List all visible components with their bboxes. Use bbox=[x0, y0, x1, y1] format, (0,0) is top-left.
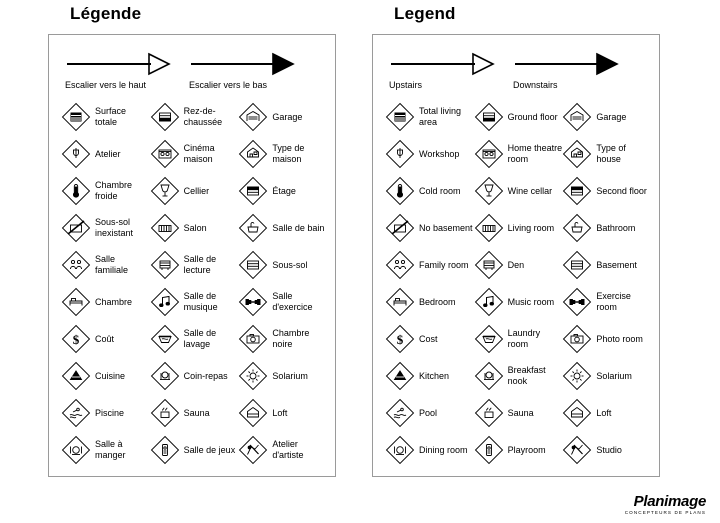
legend-item-label: Chambre noire bbox=[272, 328, 310, 349]
legend-item-label: Bathroom bbox=[596, 222, 636, 233]
legend-item-label: Salon bbox=[183, 222, 207, 233]
legend-item-label: No basement bbox=[419, 222, 473, 233]
legend-item bbox=[150, 246, 239, 283]
legend-item bbox=[385, 209, 474, 246]
exercise-room-icon bbox=[238, 287, 268, 317]
solarium-icon bbox=[562, 361, 592, 391]
legend-item bbox=[61, 209, 150, 246]
legend-item-label: Sous-sol bbox=[272, 259, 308, 270]
pool-icon bbox=[61, 398, 91, 428]
second-floor-icon bbox=[562, 176, 592, 206]
legend-item bbox=[61, 394, 150, 431]
studio-icon bbox=[238, 435, 268, 465]
legend-item-label: Coin-repas bbox=[183, 370, 228, 381]
arrow-up-outline-icon bbox=[389, 51, 513, 77]
pool-icon bbox=[385, 398, 415, 428]
legend-item bbox=[150, 283, 239, 320]
living-room-icon bbox=[150, 213, 180, 243]
legend-item-label: Solarium bbox=[272, 370, 308, 381]
bathroom-icon bbox=[238, 213, 268, 243]
workshop-icon bbox=[385, 139, 415, 169]
kitchen-icon bbox=[61, 361, 91, 391]
breakfast-nook-icon bbox=[150, 361, 180, 391]
dining-room-icon bbox=[385, 435, 415, 465]
legend-item-label: Family room bbox=[419, 259, 469, 270]
legend-item-label: Kitchen bbox=[419, 370, 450, 381]
legend-item bbox=[474, 246, 563, 283]
legend-item bbox=[238, 172, 327, 209]
legend-item bbox=[474, 394, 563, 431]
legend-item-label: Rez-de-chaussée bbox=[183, 106, 223, 127]
legend-item-label: Surface totale bbox=[95, 106, 127, 127]
legend-item-label: Wine cellar bbox=[507, 185, 553, 196]
legend-item-label: Cellier bbox=[183, 185, 210, 196]
bathroom-icon bbox=[562, 213, 592, 243]
legend-item bbox=[562, 320, 651, 357]
legend-item bbox=[238, 394, 327, 431]
second-floor-icon bbox=[238, 176, 268, 206]
legend-item-label: Total living area bbox=[419, 106, 462, 127]
legend-item bbox=[385, 135, 474, 172]
logo-name: Planimage bbox=[633, 493, 706, 510]
legend-item bbox=[474, 98, 563, 135]
legend-item bbox=[150, 394, 239, 431]
legend-item-label: Dining room bbox=[419, 444, 468, 455]
laundry-room-icon bbox=[150, 324, 180, 354]
legend-item-label: Salle de bain bbox=[272, 222, 325, 233]
legend-item bbox=[61, 320, 150, 357]
legend-item-label: Sauna bbox=[507, 407, 534, 418]
solarium-icon bbox=[238, 361, 268, 391]
exercise-room-icon bbox=[562, 287, 592, 317]
legend-item bbox=[61, 246, 150, 283]
legend-item-label: Salle de lavage bbox=[183, 328, 217, 349]
arrow-down-filled-icon bbox=[513, 51, 637, 77]
legend-item bbox=[61, 172, 150, 209]
legend-item-label: Salle familiale bbox=[95, 254, 129, 275]
legend-item-label: Coût bbox=[95, 333, 115, 344]
legend-item-label: Playroom bbox=[507, 444, 546, 455]
bedroom-icon bbox=[61, 287, 91, 317]
stair-up-english bbox=[389, 51, 513, 90]
legend-grid-english bbox=[373, 98, 659, 468]
legend-item-label: Cold room bbox=[419, 185, 461, 196]
stairs-header-french bbox=[49, 35, 335, 90]
legend-item bbox=[150, 172, 239, 209]
planimage-logo bbox=[625, 494, 706, 515]
legend-item bbox=[562, 246, 651, 283]
legend-item bbox=[562, 98, 651, 135]
legend-item-label: Studio bbox=[596, 444, 622, 455]
legend-item bbox=[61, 357, 150, 394]
legend-item bbox=[150, 431, 239, 468]
legend-item bbox=[61, 135, 150, 172]
legend-item-label: Den bbox=[507, 259, 525, 270]
legend-item bbox=[150, 320, 239, 357]
stair-down-french bbox=[189, 51, 313, 90]
playroom-icon bbox=[150, 435, 180, 465]
legend-item bbox=[385, 431, 474, 468]
legend-item bbox=[238, 357, 327, 394]
legend-item bbox=[150, 135, 239, 172]
legend-item-label: Atelier bbox=[95, 148, 121, 159]
studio-icon bbox=[562, 435, 592, 465]
ground-floor-icon bbox=[150, 102, 180, 132]
legend-item bbox=[562, 283, 651, 320]
legend-item-label: Solarium bbox=[596, 370, 632, 381]
garage-icon bbox=[562, 102, 592, 132]
sauna-icon bbox=[474, 398, 504, 428]
legend-item bbox=[61, 283, 150, 320]
stair-up-label-french: Escalier vers le haut bbox=[65, 80, 147, 90]
legend-item bbox=[562, 172, 651, 209]
legend-item-label: Garage bbox=[272, 111, 303, 122]
legend-item-label: Sous-sol inexistant bbox=[95, 217, 134, 238]
type-of-house-icon bbox=[562, 139, 592, 169]
legend-item bbox=[238, 431, 327, 468]
legend-item bbox=[238, 98, 327, 135]
legend-item-label: Salle de jeux bbox=[183, 444, 236, 455]
stair-up-label-english: Upstairs bbox=[389, 80, 423, 90]
legend-item-label: Type of house bbox=[596, 143, 626, 164]
legend-item-label: Atelier d'artiste bbox=[272, 439, 304, 460]
legend-item bbox=[238, 283, 327, 320]
legend-item bbox=[385, 320, 474, 357]
legend-item-label: Second floor bbox=[596, 185, 647, 196]
dining-room-icon bbox=[61, 435, 91, 465]
legend-item-label: Living room bbox=[507, 222, 555, 233]
page-title-french: Légende bbox=[70, 4, 142, 23]
family-room-icon bbox=[385, 250, 415, 280]
legend-grid-french bbox=[49, 98, 335, 468]
legend-item-label: Salle de musique bbox=[183, 291, 218, 312]
legend-item-label: Salle à manger bbox=[95, 439, 126, 460]
legend-item-label: Salle d'exercice bbox=[272, 291, 313, 312]
legend-item-label: Loft bbox=[272, 407, 288, 418]
total-living-area-icon bbox=[61, 102, 91, 132]
home-theatre-icon bbox=[474, 139, 504, 169]
music-room-icon bbox=[150, 287, 180, 317]
legend-item bbox=[474, 283, 563, 320]
loft-icon bbox=[562, 398, 592, 428]
den-icon bbox=[150, 250, 180, 280]
type-of-house-icon bbox=[238, 139, 268, 169]
legend-item-label: Cuisine bbox=[95, 370, 126, 381]
legend-item-label: Laundry room bbox=[507, 328, 541, 349]
legend-item bbox=[238, 135, 327, 172]
legend-item bbox=[150, 209, 239, 246]
legend-item bbox=[150, 357, 239, 394]
legend-item bbox=[474, 357, 563, 394]
svg-text:$: $ bbox=[396, 331, 404, 347]
stair-down-label-french: Escalier vers le bas bbox=[189, 80, 268, 90]
legend-item bbox=[385, 283, 474, 320]
kitchen-icon bbox=[385, 361, 415, 391]
ground-floor-icon bbox=[474, 102, 504, 132]
legend-item-label: Photo room bbox=[596, 333, 643, 344]
cost-icon bbox=[385, 324, 415, 354]
legend-item-label: Breakfast nook bbox=[507, 365, 546, 386]
legend-item-label: Pool bbox=[419, 407, 438, 418]
legend-item-label: Chambre bbox=[95, 296, 133, 307]
legend-item bbox=[238, 246, 327, 283]
cold-room-icon bbox=[385, 176, 415, 206]
cold-room-icon bbox=[61, 176, 91, 206]
legend-item bbox=[562, 431, 651, 468]
legend-item-label: Garage bbox=[596, 111, 627, 122]
legend-item bbox=[61, 431, 150, 468]
stair-down-label-english: Downstairs bbox=[513, 80, 558, 90]
legend-item bbox=[150, 98, 239, 135]
stairs-header-english bbox=[373, 35, 659, 90]
legend-item-label: Basement bbox=[596, 259, 637, 270]
legend-item-label: Salle de lecture bbox=[183, 254, 217, 275]
legend-item bbox=[385, 98, 474, 135]
sauna-icon bbox=[150, 398, 180, 428]
legend-item bbox=[385, 357, 474, 394]
legend-item bbox=[385, 246, 474, 283]
wine-cellar-icon bbox=[150, 176, 180, 206]
total-living-area-icon bbox=[385, 102, 415, 132]
legend-item bbox=[474, 209, 563, 246]
legend-item-label: Ground floor bbox=[507, 111, 558, 122]
legend-item-label: Home theatre room bbox=[507, 143, 563, 164]
stair-up-french bbox=[65, 51, 189, 90]
den-icon bbox=[474, 250, 504, 280]
legend-item bbox=[238, 320, 327, 357]
loft-icon bbox=[238, 398, 268, 428]
photo-room-icon bbox=[238, 324, 268, 354]
breakfast-nook-icon bbox=[474, 361, 504, 391]
legend-item-label: Music room bbox=[507, 296, 555, 307]
logo-tagline: CONCEPTEURS DE PLANS bbox=[624, 510, 706, 515]
legend-item bbox=[385, 394, 474, 431]
legend-item-label: Cinéma maison bbox=[183, 143, 215, 164]
legend-item-label: Exercise room bbox=[596, 291, 631, 312]
legend-item-label: Workshop bbox=[419, 148, 460, 159]
no-basement-icon bbox=[61, 213, 91, 243]
legend-item-label: Loft bbox=[596, 407, 612, 418]
cost-icon bbox=[61, 324, 91, 354]
legend-item bbox=[562, 357, 651, 394]
legend-item bbox=[562, 135, 651, 172]
legend-panel-english bbox=[372, 0, 702, 477]
family-room-icon bbox=[61, 250, 91, 280]
legend-item bbox=[562, 209, 651, 246]
basement-icon bbox=[562, 250, 592, 280]
arrow-up-outline-icon bbox=[65, 51, 189, 77]
arrow-down-filled-icon bbox=[189, 51, 313, 77]
page-title-english: Legend bbox=[394, 4, 456, 23]
music-room-icon bbox=[474, 287, 504, 317]
home-theatre-icon bbox=[150, 139, 180, 169]
legend-item bbox=[562, 394, 651, 431]
living-room-icon bbox=[474, 213, 504, 243]
legend-item-label: Type de maison bbox=[272, 143, 305, 164]
legend-item-label: Bedroom bbox=[419, 296, 456, 307]
basement-icon bbox=[238, 250, 268, 280]
workshop-icon bbox=[61, 139, 91, 169]
legend-item bbox=[385, 172, 474, 209]
laundry-room-icon bbox=[474, 324, 504, 354]
legend-item bbox=[474, 431, 563, 468]
stair-down-english bbox=[513, 51, 637, 90]
legend-item bbox=[474, 320, 563, 357]
legend-item bbox=[474, 135, 563, 172]
legend-item-label: Piscine bbox=[95, 407, 125, 418]
legend-item-label: Étage bbox=[272, 185, 296, 196]
legend-item bbox=[61, 98, 150, 135]
legend-item-label: Chambre froide bbox=[95, 180, 133, 201]
photo-room-icon bbox=[562, 324, 592, 354]
svg-text:$: $ bbox=[72, 331, 80, 347]
garage-icon bbox=[238, 102, 268, 132]
legend-item-label: Sauna bbox=[183, 407, 210, 418]
playroom-icon bbox=[474, 435, 504, 465]
bedroom-icon bbox=[385, 287, 415, 317]
legend-box-english bbox=[372, 34, 660, 477]
legend-item-label: Cost bbox=[419, 333, 438, 344]
wine-cellar-icon bbox=[474, 176, 504, 206]
legend-item bbox=[474, 172, 563, 209]
legend-panel-french bbox=[48, 0, 378, 477]
legend-item bbox=[238, 209, 327, 246]
no-basement-icon bbox=[385, 213, 415, 243]
legend-box-french bbox=[48, 34, 336, 477]
